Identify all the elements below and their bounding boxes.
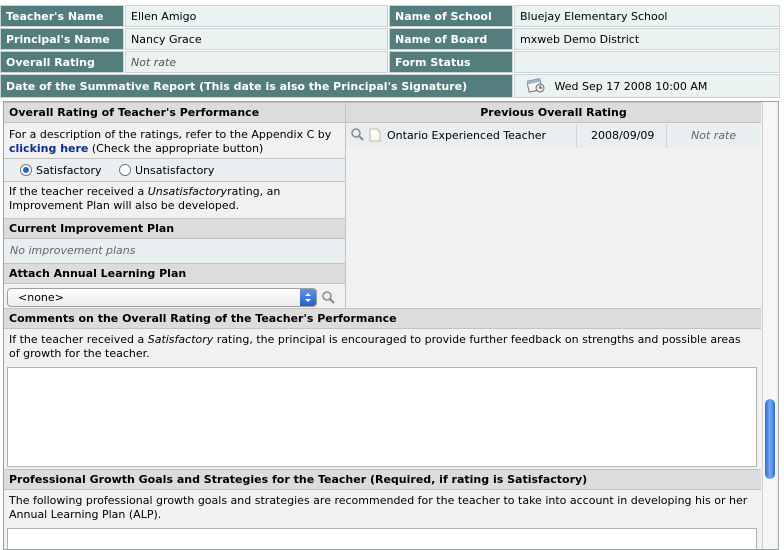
school-value: Bluejay Elementary School [514,5,780,27]
comments-desc-prefix: If the teacher received a [9,333,145,346]
previous-rating-date: 2008/09/09 [591,129,655,142]
overall-rating-heading: Overall Rating of Teacher's Performance [4,102,345,123]
document-icon[interactable] [369,128,381,145]
scrollbar-thumb[interactable] [765,399,775,479]
radio-satisfactory-indicator[interactable] [20,164,32,176]
previous-rating-heading: Previous Overall Rating [346,102,761,123]
alp-search-icon[interactable] [321,290,336,308]
radio-satisfactory-label: Satisfactory [36,164,102,177]
teacher-name-value: Ellen Amigo [125,5,388,27]
improvement-plan-heading: Current Improvement Plan [4,218,345,239]
previous-rating-value: Not rate [691,129,737,142]
chevron-updown-icon[interactable] [300,289,316,306]
comments-textarea[interactable] [7,367,757,467]
comments-heading: Comments on the Overall Rating of the Teacher's Performance [4,308,761,329]
improvement-plan-area [4,239,345,263]
appendix-c-link[interactable]: clicking here [9,142,89,155]
header-row-3 [0,51,784,74]
form-status-label: Form Status [389,51,513,73]
calendar-icon[interactable] [527,77,545,98]
comments-desc-emphasis: Satisfactory [147,333,214,346]
note-emphasis: Unsatisfactory [147,185,228,198]
overall-rating-description [4,128,344,156]
growth-goals-description: The following professional growth goals and strategies are recommended for the teacher to take into account in developing his or her Annual Learning Plan (ALP). [9,494,748,521]
cell-divider [666,124,667,148]
radio-satisfactory[interactable] [20,164,102,177]
report-date-label: Date of the Summative Report (This date is also the Principal's Signature) [0,74,513,98]
previous-rating-row[interactable] [346,124,759,148]
vertical-scrollbar[interactable] [762,102,776,549]
overall-rating-label: Overall Rating [0,51,124,73]
header-row-1 [0,5,784,28]
view-search-icon[interactable] [350,127,365,145]
report-body [3,101,779,550]
previous-rating-name: Ontario Experienced Teacher [387,129,546,142]
alp-select-value: <none> [18,291,64,304]
unsatisfactory-note [4,185,344,213]
form-status-value [514,51,780,73]
note-suffix: rating, an Improvement Plan will also be developed. [9,185,281,212]
note-prefix: If the teacher received a [9,185,145,198]
report-date-field[interactable] [514,74,780,98]
improvement-plan-empty: No improvement plans [10,244,136,257]
header-row-2 [0,28,784,51]
growth-goals-textarea[interactable] [7,528,757,550]
principal-value: Nancy Grace [125,28,388,50]
cell-divider [576,124,577,148]
board-label: Name of Board [389,28,513,50]
overall-desc-prefix: For a description of the ratings, refer to the Appendix C by [9,128,332,141]
school-label: Name of School [389,5,513,27]
principal-label: Principal's Name [0,28,124,50]
rating-options [4,158,345,182]
report-date-value: Wed Sep 17 2008 10:00 AM [554,80,708,93]
radio-unsatisfactory-indicator[interactable] [119,164,131,176]
alp-heading: Attach Annual Learning Plan [4,263,345,284]
growth-goals-heading: Professional Growth Goals and Strategies for the Teacher (Required, if rating is Satisfactory) [4,469,761,490]
teacher-name-label: Teacher's Name [0,5,124,27]
board-value: mxweb Demo District [514,28,780,50]
overall-rating-value: Not rate [125,51,388,73]
alp-select[interactable] [7,288,317,307]
comments-desc-suffix: rating, the principal is encouraged to provide further feedback on strengths and possible areas of growth for the teacher. [9,333,741,360]
header-row-4 [0,74,784,99]
comments-description [4,333,749,361]
overall-desc-suffix: (Check the appropriate button) [91,142,264,155]
radio-unsatisfactory[interactable] [119,164,214,177]
radio-unsatisfactory-label: Unsatisfactory [135,164,215,177]
